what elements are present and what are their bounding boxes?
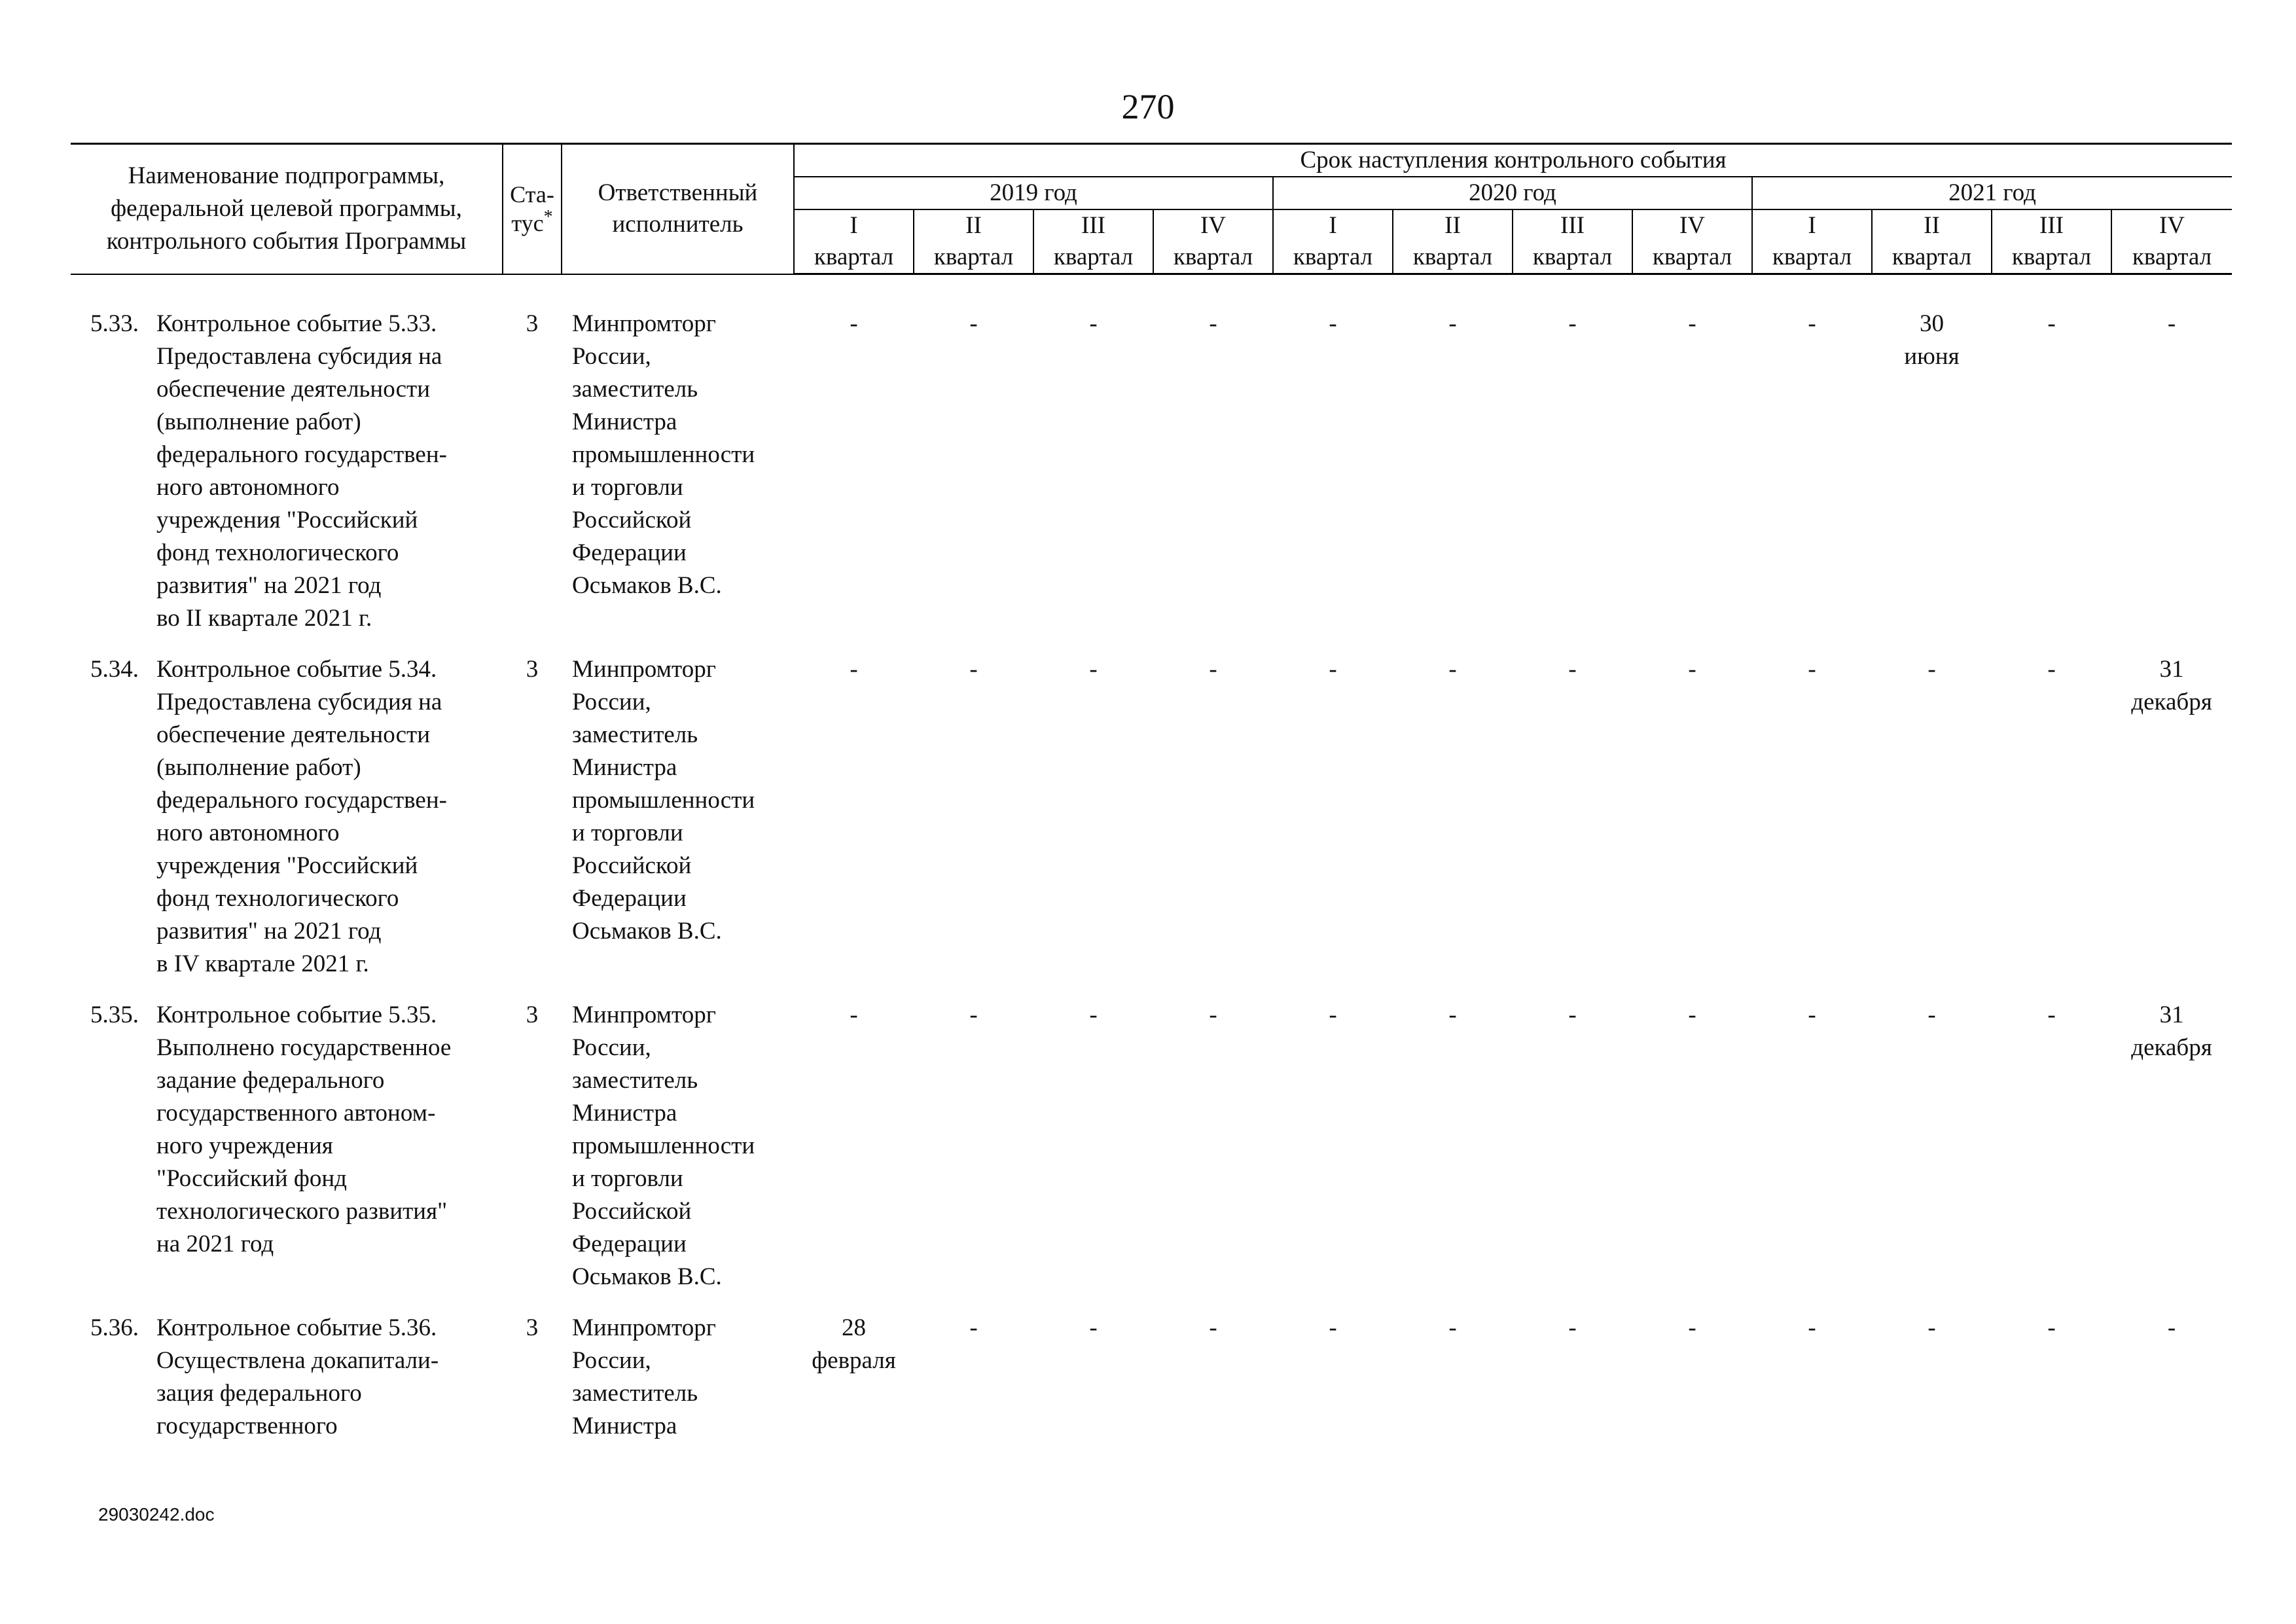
quarter-deadline-cell: 31 декабря [2131, 1001, 2212, 1061]
quarter-deadline-cell: - [1568, 1001, 1577, 1028]
quarter-word: квартал [1412, 244, 1493, 270]
table-header [71, 144, 2232, 274]
quarter-deadline-cell: - [969, 1314, 978, 1341]
quarter-numeral: IV [1200, 212, 1227, 239]
quarter-deadline-cell: - [2047, 1314, 2056, 1341]
quarter-deadline-cell: - [969, 656, 978, 683]
event-status: 3 [526, 1001, 539, 1028]
quarter-word: квартал [2011, 244, 2092, 270]
quarter-deadline-cell: - [850, 656, 858, 683]
quarter-deadline-cell: - [969, 1001, 978, 1028]
quarter-deadline-cell: - [850, 1001, 858, 1028]
quarter-deadline-cell: - [1688, 1314, 1696, 1341]
quarter-deadline-cell: - [1568, 1314, 1577, 1341]
quarter-word: квартал [1772, 244, 1852, 270]
quarter-deadline-cell: - [2167, 1314, 2176, 1341]
quarter-deadline-cell: - [1808, 1001, 1816, 1028]
quarter-word: квартал [1053, 244, 1134, 270]
quarter-word: квартал [1652, 244, 1732, 270]
footer-filename: 29030242.doc [98, 1504, 215, 1525]
year-header: 2020 год [1273, 177, 1752, 209]
quarter-deadline-cell: - [1928, 1314, 1936, 1341]
table-row [71, 653, 2232, 999]
quarter-deadline-cell: - [1329, 1001, 1337, 1028]
quarter-deadline-cell: - [1688, 1001, 1696, 1028]
event-responsible: Минпромторг России, заместитель Министра промышленности и торговли Российской Федерации Осьмаков В.С. [572, 656, 755, 945]
event-number: 5.34. [90, 656, 139, 683]
quarter-word: квартал [1173, 244, 1253, 270]
quarter-numeral: I [1329, 212, 1337, 239]
quarter-numeral: IV [1679, 212, 1706, 239]
quarter-numeral: IV [2159, 212, 2185, 239]
status-header-line2: тус [511, 210, 544, 237]
quarter-deadline-cell: - [2047, 1001, 2056, 1028]
control-events-table [71, 143, 2232, 1461]
quarter-deadline-cell: - [1808, 1314, 1816, 1341]
quarter-word: квартал [1892, 244, 1972, 270]
table-row [71, 308, 2232, 653]
quarter-deadline-cell: - [1688, 310, 1696, 337]
quarter-header [1273, 209, 1393, 274]
quarter-word: квартал [2132, 244, 2212, 270]
event-responsible: Минпромторг России, заместитель Министра промышленности и торговли Российской Федерации Осьмаков В.С. [572, 310, 755, 599]
quarter-deadline-cell: - [1209, 1001, 1217, 1028]
status-column-header [503, 144, 562, 274]
quarter-deadline-cell: - [1448, 1314, 1457, 1341]
name-column-header: Наименование подпрограммы, федеральной целевой программы, контрольного события Программы [71, 144, 503, 274]
quarter-deadline-cell: - [1329, 1314, 1337, 1341]
quarter-header [1992, 209, 2111, 274]
event-name: Контрольное событие 5.33. Предоставлена субсидия на обеспечение деятельности (выполнение работ) федерального государствен- ного автономного учреждения "Российский фонд технологического развития" на 2021 год во II квартале 2021 г. [156, 310, 447, 632]
quarter-numeral: I [1808, 212, 1816, 239]
quarter-word: квартал [933, 244, 1014, 270]
quarter-deadline-cell: - [1448, 310, 1457, 337]
quarter-deadline-cell: 31 декабря [2131, 656, 2212, 715]
quarter-deadline-cell: - [1568, 656, 1577, 683]
event-name: Контрольное событие 5.36. Осуществлена докапитали- зация федерального государственного [156, 1314, 439, 1439]
event-status: 3 [526, 310, 539, 337]
quarter-deadline-cell: - [2047, 656, 2056, 683]
quarter-header [2111, 209, 2232, 274]
quarter-deadline-cell: - [850, 310, 858, 337]
event-number: 5.36. [90, 1314, 139, 1341]
quarter-deadline-cell: - [1209, 310, 1217, 337]
event-responsible: Минпромторг России, заместитель Министра [572, 1314, 716, 1439]
quarter-deadline-cell: - [1209, 1314, 1217, 1341]
status-footnote-mark: * [543, 207, 553, 228]
quarter-deadline-cell: - [1209, 656, 1217, 683]
table-row [71, 1312, 2232, 1461]
responsible-column-header: Ответственный исполнитель [562, 144, 794, 274]
quarter-numeral: III [1560, 212, 1585, 239]
page-number: 270 [1121, 87, 1175, 126]
quarter-deadline-cell: - [1089, 1314, 1098, 1341]
quarter-word: квартал [1532, 244, 1613, 270]
quarter-header [1513, 209, 1632, 274]
quarter-deadline-cell: - [1448, 656, 1457, 683]
quarter-deadline-cell: - [1329, 310, 1337, 337]
quarter-deadline-cell: 30 июня [1904, 310, 1960, 370]
year-header: 2019 год [794, 177, 1273, 209]
quarter-word: квартал [1293, 244, 1373, 270]
quarter-deadline-cell: - [2167, 310, 2176, 337]
quarter-deadline-cell: - [1089, 656, 1098, 683]
quarter-numeral: III [1081, 212, 1105, 239]
event-responsible: Минпромторг России, заместитель Министра промышленности и торговли Российской Федерации Осьмаков В.С. [572, 1001, 755, 1290]
quarter-deadline-cell: - [1329, 656, 1337, 683]
quarter-deadline-cell: - [1089, 1001, 1098, 1028]
quarter-deadline-cell: - [1928, 1001, 1936, 1028]
quarter-deadline-cell: - [1688, 656, 1696, 683]
table-body [71, 274, 2232, 1462]
year-header: 2021 год [1752, 177, 2232, 209]
quarter-header [1872, 209, 1992, 274]
quarter-numeral: II [965, 212, 982, 239]
quarter-deadline-cell: - [1089, 310, 1098, 337]
quarter-numeral: II [1924, 212, 1940, 239]
quarter-deadline-cell: - [1808, 656, 1816, 683]
quarter-header [1752, 209, 1872, 274]
table-row [71, 999, 2232, 1312]
quarter-header [1153, 209, 1273, 274]
quarter-header [914, 209, 1033, 274]
quarter-header [1393, 209, 1513, 274]
quarter-deadline-cell: - [2047, 310, 2056, 337]
status-header-line1: Ста- [510, 181, 554, 208]
quarter-deadline-cell: - [1448, 1001, 1457, 1028]
deadline-group-header: Срок наступления контрольного события [794, 144, 2232, 177]
quarter-header [1033, 209, 1153, 274]
quarter-word: квартал [814, 244, 894, 270]
quarter-deadline-cell: 28 февраля [812, 1314, 896, 1374]
quarter-numeral: I [850, 212, 858, 239]
event-status: 3 [526, 1314, 539, 1341]
quarter-header [794, 209, 914, 274]
quarter-deadline-cell: - [1928, 656, 1936, 683]
quarter-deadline-cell: - [1568, 310, 1577, 337]
quarter-deadline-cell: - [969, 310, 978, 337]
quarter-deadline-cell: - [1808, 310, 1816, 337]
event-number: 5.33. [90, 310, 139, 337]
quarter-numeral: II [1444, 212, 1461, 239]
quarter-numeral: III [2039, 212, 2064, 239]
event-status: 3 [526, 656, 539, 683]
event-name: Контрольное событие 5.34. Предоставлена субсидия на обеспечение деятельности (выполнение работ) федерального государствен- ного автономного учреждения "Российский фонд технологического развития" на 2021 год в IV квартале 2021 г. [156, 656, 447, 977]
event-number: 5.35. [90, 1001, 139, 1028]
quarter-header [1632, 209, 1752, 274]
event-name: Контрольное событие 5.35. Выполнено государственное задание федерального государственного автоном- ного учреждения "Российский фонд технологического развития" на 2021 год [156, 1001, 452, 1257]
